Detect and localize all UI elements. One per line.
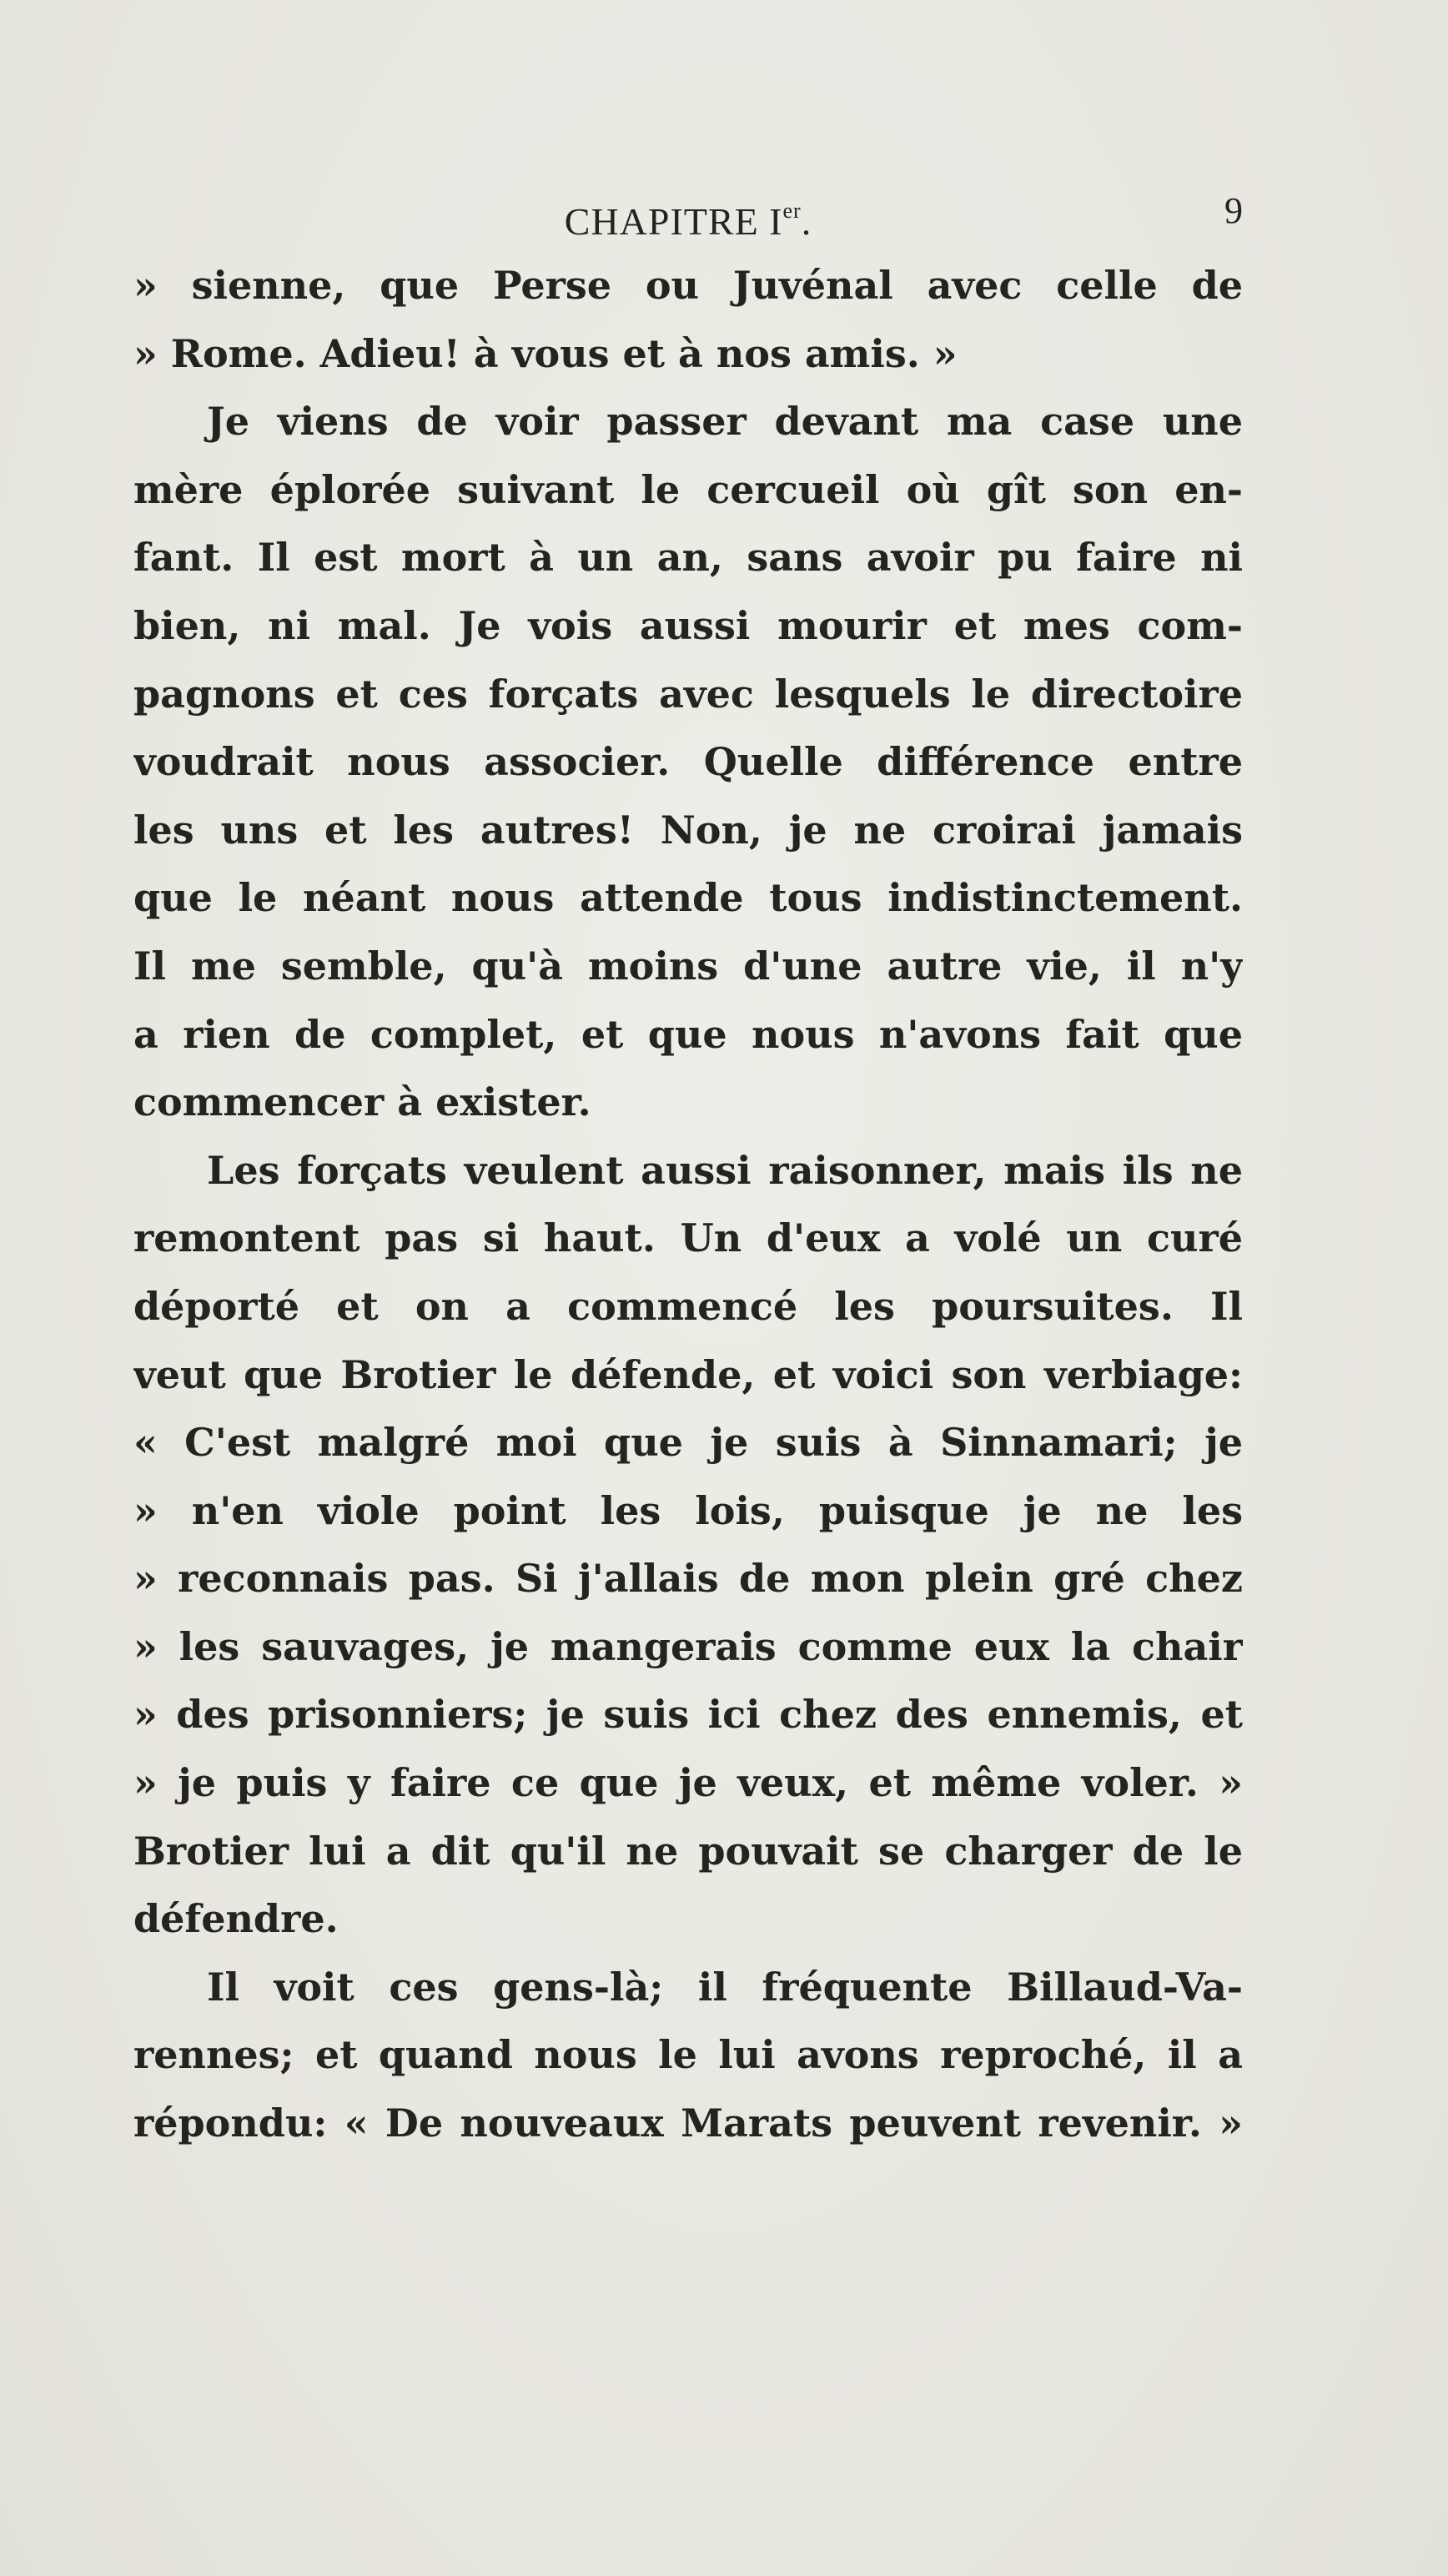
text-line: pagnons et ces forçats avec lesquels le directoire (133, 671, 1243, 717)
running-title-superscript: er (782, 199, 802, 223)
text-line: rennes; et quand nous le lui avons reproché, il a (133, 2032, 1243, 2078)
text-line: « C'est malgré moi que je suis à Sinnamari; je (133, 1420, 1243, 1466)
text-line: les uns et les autres! Non, je ne croirai jamais (133, 807, 1243, 853)
text-line: remontent pas si haut. Un d'eux a volé un curé (133, 1215, 1243, 1261)
page-number: 9 (1224, 190, 1243, 231)
running-title (133, 182, 1243, 251)
text-line: » reconnais pas. Si j'allais de mon plein gré chez (133, 1556, 1243, 1602)
text-line: » n'en viole point les lois, puisque je ne les (133, 1487, 1243, 1533)
text-line: veut que Brotier le défende, et voici son verbiage: (133, 1351, 1243, 1397)
text-line: voudrait nous associer. Quelle différence entre (133, 739, 1243, 785)
text-line: fant. Il est mort à un an, sans avoir pu faire ni (133, 535, 1243, 581)
text-line: mère éplorée suivant le cercueil où gît son en- (133, 466, 1243, 512)
text-line: répondu: « De nouveaux Marats peuvent revenir. » (133, 2101, 1243, 2146)
running-title-text: CHAPITRE I (564, 200, 783, 243)
text-line: Brotier lui a dit qu'il ne pouvait se charger de le (133, 1828, 1243, 1874)
running-title-period: . (801, 200, 812, 243)
text-line: » je puis y faire ce que je veux, et même voler. » (133, 1760, 1243, 1806)
page-header (133, 182, 1243, 243)
text-line: a rien de complet, et que nous n'avons fait que (133, 1011, 1243, 1057)
text-line: Il voit ces gens-là; il fréquente Billaud-Va- (207, 1964, 1243, 2010)
text-line: » les sauvages, je mangerais comme eux la chair (133, 1623, 1243, 1669)
text-line: Je viens de voir passer devant ma case une (207, 399, 1243, 445)
body-text (133, 252, 1243, 2158)
text-line: défendre. (133, 1896, 339, 1942)
text-line: Les forçats veulent aussi raisonner, mais ils ne (207, 1147, 1243, 1193)
text-line: que le néant nous attende tous indistinctement. (133, 875, 1243, 921)
text-line: » Rome. Adieu! à vous et à nos amis. » (133, 330, 958, 376)
text-line: » des prisonniers; je suis ici chez des ennemis, et (133, 1692, 1243, 1738)
text-line: déporté et on a commencé les poursuites. Il (133, 1283, 1243, 1329)
text-line: » sienne, que Perse ou Juvénal avec celle de (133, 263, 1243, 308)
text-line: commencer à exister. (133, 1079, 591, 1125)
text-line: Il me semble, qu'à moins d'une autre vie, il n'y (133, 943, 1243, 989)
text-line: bien, ni mal. Je vois aussi mourir et mes com- (133, 602, 1243, 648)
